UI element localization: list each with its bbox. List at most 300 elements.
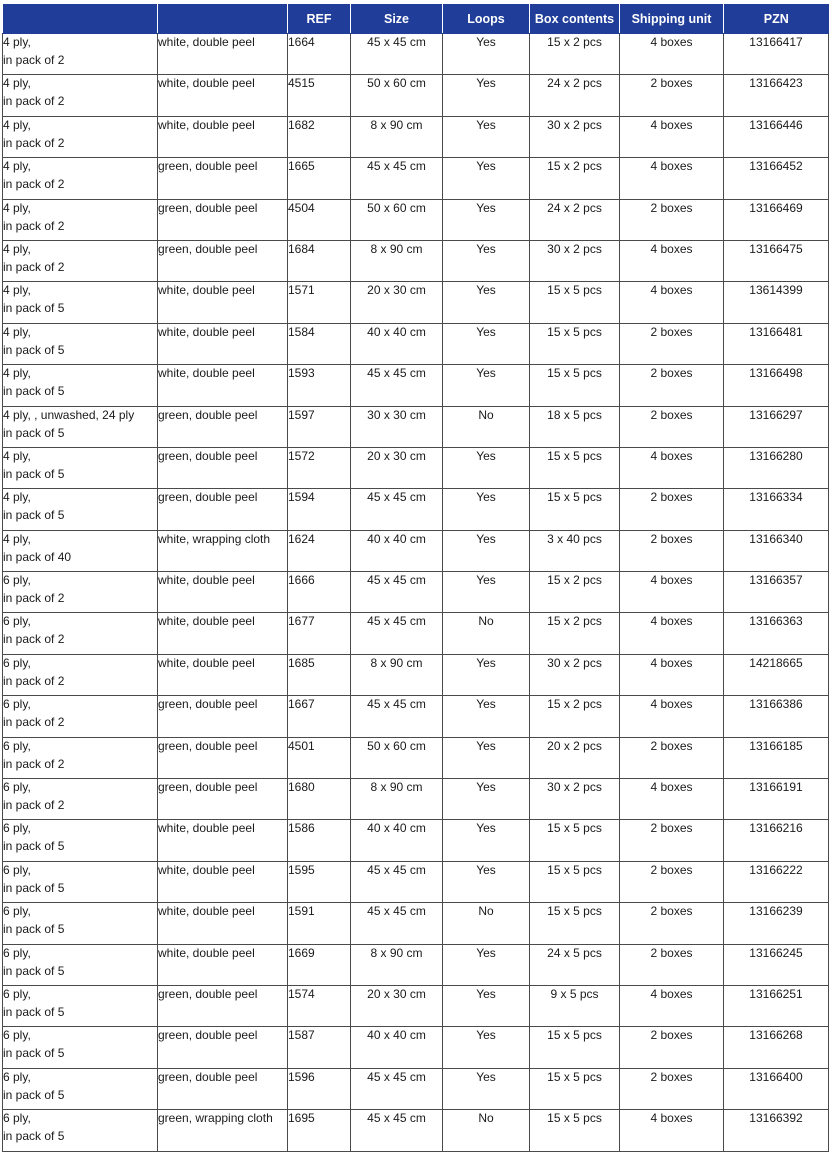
cell-box-contents: 15 x 5 pcs bbox=[530, 820, 620, 861]
cell-color: white, double peel bbox=[158, 613, 288, 654]
cell-shipping-unit: 2 boxes bbox=[620, 1027, 724, 1068]
cell-ref: 1684 bbox=[288, 240, 351, 281]
cell-size: 50 x 60 cm bbox=[351, 75, 443, 116]
pack-text: in pack of 2 bbox=[3, 53, 65, 67]
cell-ref: 1572 bbox=[288, 447, 351, 488]
pack-text: in pack of 2 bbox=[3, 259, 65, 274]
header-box-contents: Box contents bbox=[530, 4, 620, 34]
cell-ref: 1664 bbox=[288, 34, 351, 75]
cell-description bbox=[3, 406, 158, 447]
cell-pzn: 13614399 bbox=[724, 282, 829, 323]
cell-description bbox=[3, 1068, 158, 1109]
ply-text: 6 ply, bbox=[3, 945, 31, 960]
cell-description bbox=[3, 447, 158, 488]
ply-text: 4 ply, bbox=[3, 35, 31, 49]
cell-ref: 1624 bbox=[288, 530, 351, 571]
table-row bbox=[3, 654, 829, 695]
cell-ref: 1665 bbox=[288, 158, 351, 199]
cell-color: green, double peel bbox=[158, 158, 288, 199]
cell-box-contents: 15 x 5 pcs bbox=[530, 1027, 620, 1068]
ply-text: 6 ply, bbox=[3, 821, 31, 836]
cell-pzn: 13166222 bbox=[724, 861, 829, 902]
table-row bbox=[3, 75, 829, 116]
cell-ref: 1667 bbox=[288, 696, 351, 737]
cell-box-contents: 15 x 5 pcs bbox=[530, 447, 620, 488]
cell-color: white, double peel bbox=[158, 861, 288, 902]
cell-pzn: 13166191 bbox=[724, 779, 829, 820]
cell-size: 30 x 30 cm bbox=[351, 406, 443, 447]
cell-size: 8 x 90 cm bbox=[351, 944, 443, 985]
cell-shipping-unit: 4 boxes bbox=[620, 985, 724, 1026]
cell-pzn: 13166216 bbox=[724, 820, 829, 861]
ply-text: 4 ply, bbox=[3, 283, 31, 298]
cell-shipping-unit: 2 boxes bbox=[620, 406, 724, 447]
cell-box-contents: 15 x 5 pcs bbox=[530, 1110, 620, 1151]
ply-text: 4 ply, bbox=[3, 531, 31, 546]
cell-ref: 1586 bbox=[288, 820, 351, 861]
cell-box-contents: 20 x 2 pcs bbox=[530, 737, 620, 778]
cell-loops: No bbox=[443, 903, 530, 944]
header-description bbox=[3, 4, 158, 34]
cell-ref: 1571 bbox=[288, 282, 351, 323]
pack-text: in pack of 2 bbox=[3, 94, 65, 109]
cell-loops: Yes bbox=[443, 820, 530, 861]
cell-shipping-unit: 2 boxes bbox=[620, 75, 724, 116]
cell-description bbox=[3, 944, 158, 985]
ply-text: 6 ply, bbox=[3, 614, 31, 629]
cell-shipping-unit: 4 boxes bbox=[620, 696, 724, 737]
pack-text: in pack of 2 bbox=[3, 756, 65, 771]
cell-description bbox=[3, 1110, 158, 1151]
cell-color: white, double peel bbox=[158, 820, 288, 861]
ply-text: 6 ply, bbox=[3, 780, 31, 795]
cell-pzn: 13166297 bbox=[724, 406, 829, 447]
table-row bbox=[3, 530, 829, 571]
cell-size: 8 x 90 cm bbox=[351, 240, 443, 281]
cell-pzn: 13166417 bbox=[724, 34, 829, 75]
cell-shipping-unit: 4 boxes bbox=[620, 116, 724, 157]
cell-description bbox=[3, 820, 158, 861]
cell-color: white, double peel bbox=[158, 903, 288, 944]
product-spec-table bbox=[2, 4, 829, 1152]
cell-loops: No bbox=[443, 613, 530, 654]
cell-box-contents: 24 x 5 pcs bbox=[530, 944, 620, 985]
ply-text: 4 ply, bbox=[3, 200, 31, 215]
cell-ref: 1574 bbox=[288, 985, 351, 1026]
cell-pzn: 13166340 bbox=[724, 530, 829, 571]
table-body bbox=[3, 34, 829, 1152]
table-row bbox=[3, 158, 829, 199]
cell-description bbox=[3, 985, 158, 1026]
table-header-row bbox=[3, 4, 829, 34]
table-row bbox=[3, 323, 829, 364]
cell-size: 45 x 45 cm bbox=[351, 365, 443, 406]
cell-box-contents: 30 x 2 pcs bbox=[530, 116, 620, 157]
cell-color: white, double peel bbox=[158, 944, 288, 985]
cell-ref: 4504 bbox=[288, 199, 351, 240]
cell-description bbox=[3, 779, 158, 820]
cell-box-contents: 15 x 2 pcs bbox=[530, 696, 620, 737]
cell-color: green, double peel bbox=[158, 489, 288, 530]
pack-text: in pack of 5 bbox=[3, 384, 65, 399]
ply-text: 4 ply, bbox=[3, 159, 31, 174]
cell-loops: Yes bbox=[443, 572, 530, 613]
cell-shipping-unit: 2 boxes bbox=[620, 323, 724, 364]
cell-pzn: 13166280 bbox=[724, 447, 829, 488]
cell-color: white, double peel bbox=[158, 572, 288, 613]
cell-color: green, double peel bbox=[158, 1027, 288, 1068]
cell-shipping-unit: 2 boxes bbox=[620, 737, 724, 778]
cell-description bbox=[3, 696, 158, 737]
ply-text: 6 ply, bbox=[3, 738, 31, 753]
pack-text: in pack of 5 bbox=[3, 1087, 65, 1102]
cell-shipping-unit: 4 boxes bbox=[620, 240, 724, 281]
table-row bbox=[3, 116, 829, 157]
cell-size: 50 x 60 cm bbox=[351, 199, 443, 240]
cell-pzn: 13166481 bbox=[724, 323, 829, 364]
ply-text: 4 ply, bbox=[3, 448, 31, 463]
ply-text: 6 ply, bbox=[3, 986, 31, 1001]
pack-text: in pack of 2 bbox=[3, 632, 65, 647]
cell-pzn: 13166446 bbox=[724, 116, 829, 157]
cell-loops: Yes bbox=[443, 654, 530, 695]
cell-ref: 1595 bbox=[288, 861, 351, 902]
cell-shipping-unit: 2 boxes bbox=[620, 1068, 724, 1109]
cell-pzn: 13166469 bbox=[724, 199, 829, 240]
cell-loops: Yes bbox=[443, 1027, 530, 1068]
cell-box-contents: 24 x 2 pcs bbox=[530, 75, 620, 116]
cell-loops: Yes bbox=[443, 365, 530, 406]
cell-size: 40 x 40 cm bbox=[351, 530, 443, 571]
pack-text: in pack of 2 bbox=[3, 591, 65, 606]
cell-ref: 1677 bbox=[288, 613, 351, 654]
cell-color: green, wrapping cloth bbox=[158, 1110, 288, 1151]
cell-color: white, wrapping cloth bbox=[158, 530, 288, 571]
cell-color: green, double peel bbox=[158, 406, 288, 447]
pack-text: in pack of 2 bbox=[3, 798, 65, 813]
cell-box-contents: 30 x 2 pcs bbox=[530, 779, 620, 820]
cell-color: white, double peel bbox=[158, 116, 288, 157]
table-row bbox=[3, 365, 829, 406]
cell-shipping-unit: 2 boxes bbox=[620, 944, 724, 985]
pack-text: in pack of 2 bbox=[3, 177, 65, 192]
cell-size: 20 x 30 cm bbox=[351, 447, 443, 488]
header-size: Size bbox=[351, 4, 443, 34]
cell-loops: Yes bbox=[443, 34, 530, 75]
cell-pzn: 13166239 bbox=[724, 903, 829, 944]
cell-size: 8 x 90 cm bbox=[351, 654, 443, 695]
cell-color: white, double peel bbox=[158, 365, 288, 406]
cell-description bbox=[3, 365, 158, 406]
table-row bbox=[3, 779, 829, 820]
cell-pzn: 14218665 bbox=[724, 654, 829, 695]
cell-box-contents: 15 x 2 pcs bbox=[530, 572, 620, 613]
ply-text: 4 ply, bbox=[3, 117, 31, 132]
cell-color: white, double peel bbox=[158, 282, 288, 323]
cell-loops: Yes bbox=[443, 282, 530, 323]
cell-loops: Yes bbox=[443, 779, 530, 820]
cell-shipping-unit: 2 boxes bbox=[620, 861, 724, 902]
cell-pzn: 13166251 bbox=[724, 985, 829, 1026]
table-row bbox=[3, 1068, 829, 1109]
table-row bbox=[3, 572, 829, 613]
cell-loops: No bbox=[443, 406, 530, 447]
cell-size: 20 x 30 cm bbox=[351, 985, 443, 1026]
table-row bbox=[3, 240, 829, 281]
table-row bbox=[3, 903, 829, 944]
table-row bbox=[3, 820, 829, 861]
pack-text: in pack of 2 bbox=[3, 218, 65, 233]
table-row bbox=[3, 447, 829, 488]
header-pzn: PZN bbox=[724, 4, 829, 34]
cell-shipping-unit: 4 boxes bbox=[620, 779, 724, 820]
cell-ref: 1685 bbox=[288, 654, 351, 695]
cell-shipping-unit: 2 boxes bbox=[620, 199, 724, 240]
cell-loops: Yes bbox=[443, 737, 530, 778]
cell-color: green, double peel bbox=[158, 737, 288, 778]
cell-box-contents: 15 x 2 pcs bbox=[530, 613, 620, 654]
ply-text: 4 ply, , unwashed, 24 ply bbox=[3, 407, 135, 422]
pack-text: in pack of 2 bbox=[3, 135, 65, 150]
cell-color: green, double peel bbox=[158, 985, 288, 1026]
cell-color: white, double peel bbox=[158, 34, 288, 75]
cell-box-contents: 15 x 5 pcs bbox=[530, 861, 620, 902]
ply-text: 6 ply, bbox=[3, 862, 31, 877]
cell-ref: 1584 bbox=[288, 323, 351, 364]
cell-pzn: 13166386 bbox=[724, 696, 829, 737]
cell-size: 45 x 45 cm bbox=[351, 1068, 443, 1109]
table-row bbox=[3, 406, 829, 447]
cell-pzn: 13166452 bbox=[724, 158, 829, 199]
cell-pzn: 13166357 bbox=[724, 572, 829, 613]
pack-text: in pack of 5 bbox=[3, 1046, 65, 1061]
cell-color: white, double peel bbox=[158, 75, 288, 116]
ply-text: 4 ply, bbox=[3, 241, 31, 256]
cell-ref: 1695 bbox=[288, 1110, 351, 1151]
cell-ref: 1596 bbox=[288, 1068, 351, 1109]
cell-loops: Yes bbox=[443, 696, 530, 737]
cell-color: green, double peel bbox=[158, 240, 288, 281]
cell-ref: 4515 bbox=[288, 75, 351, 116]
cell-description bbox=[3, 199, 158, 240]
cell-loops: Yes bbox=[443, 944, 530, 985]
cell-pzn: 13166392 bbox=[724, 1110, 829, 1151]
cell-description bbox=[3, 240, 158, 281]
cell-size: 45 x 45 cm bbox=[351, 903, 443, 944]
table-row bbox=[3, 613, 829, 654]
cell-pzn: 13166268 bbox=[724, 1027, 829, 1068]
table-row bbox=[3, 737, 829, 778]
table-row bbox=[3, 985, 829, 1026]
cell-description bbox=[3, 861, 158, 902]
cell-size: 45 x 45 cm bbox=[351, 572, 443, 613]
cell-ref: 1593 bbox=[288, 365, 351, 406]
cell-description bbox=[3, 1027, 158, 1068]
ply-text: 4 ply, bbox=[3, 76, 31, 91]
cell-shipping-unit: 4 boxes bbox=[620, 158, 724, 199]
cell-color: green, double peel bbox=[158, 779, 288, 820]
cell-loops: Yes bbox=[443, 240, 530, 281]
cell-size: 45 x 45 cm bbox=[351, 34, 443, 75]
cell-ref: 1591 bbox=[288, 903, 351, 944]
cell-description bbox=[3, 34, 158, 75]
cell-size: 8 x 90 cm bbox=[351, 116, 443, 157]
pack-text: in pack of 5 bbox=[3, 466, 65, 481]
table-row bbox=[3, 861, 829, 902]
cell-box-contents: 15 x 5 pcs bbox=[530, 489, 620, 530]
cell-shipping-unit: 2 boxes bbox=[620, 903, 724, 944]
cell-pzn: 13166475 bbox=[724, 240, 829, 281]
cell-size: 45 x 45 cm bbox=[351, 158, 443, 199]
cell-loops: Yes bbox=[443, 530, 530, 571]
cell-pzn: 13166423 bbox=[724, 75, 829, 116]
cell-description bbox=[3, 737, 158, 778]
pack-text: in pack of 2 bbox=[3, 715, 65, 730]
cell-loops: Yes bbox=[443, 861, 530, 902]
cell-size: 45 x 45 cm bbox=[351, 861, 443, 902]
cell-loops: Yes bbox=[443, 323, 530, 364]
cell-loops: Yes bbox=[443, 489, 530, 530]
cell-loops: Yes bbox=[443, 75, 530, 116]
cell-description bbox=[3, 158, 158, 199]
pack-text: in pack of 5 bbox=[3, 963, 65, 978]
cell-box-contents: 15 x 5 pcs bbox=[530, 323, 620, 364]
ply-text: 6 ply, bbox=[3, 697, 31, 712]
cell-size: 45 x 45 cm bbox=[351, 489, 443, 530]
cell-shipping-unit: 2 boxes bbox=[620, 489, 724, 530]
cell-color: white, double peel bbox=[158, 323, 288, 364]
pack-text: in pack of 5 bbox=[3, 508, 65, 523]
ply-text: 4 ply, bbox=[3, 324, 31, 339]
pack-text: in pack of 5 bbox=[3, 1129, 65, 1144]
ply-text: 6 ply, bbox=[3, 904, 31, 919]
cell-description bbox=[3, 654, 158, 695]
cell-description bbox=[3, 323, 158, 364]
cell-box-contents: 15 x 5 pcs bbox=[530, 1068, 620, 1109]
cell-box-contents: 3 x 40 pcs bbox=[530, 530, 620, 571]
cell-color: green, double peel bbox=[158, 696, 288, 737]
table-row bbox=[3, 34, 829, 75]
cell-description bbox=[3, 613, 158, 654]
ply-text: 4 ply, bbox=[3, 366, 31, 381]
cell-ref: 1669 bbox=[288, 944, 351, 985]
cell-size: 40 x 40 cm bbox=[351, 323, 443, 364]
cell-box-contents: 15 x 5 pcs bbox=[530, 282, 620, 323]
ply-text: 4 ply, bbox=[3, 490, 31, 505]
pack-text: in pack of 40 bbox=[3, 549, 72, 564]
cell-color: green, double peel bbox=[158, 199, 288, 240]
cell-size: 20 x 30 cm bbox=[351, 282, 443, 323]
header-ref: REF bbox=[288, 4, 351, 34]
header-shipping-unit: Shipping unit bbox=[620, 4, 724, 34]
table-row bbox=[3, 1027, 829, 1068]
cell-box-contents: 9 x 5 pcs bbox=[530, 985, 620, 1026]
cell-loops: Yes bbox=[443, 199, 530, 240]
cell-shipping-unit: 4 boxes bbox=[620, 572, 724, 613]
cell-size: 45 x 45 cm bbox=[351, 1110, 443, 1151]
cell-box-contents: 15 x 2 pcs bbox=[530, 34, 620, 75]
cell-size: 40 x 40 cm bbox=[351, 820, 443, 861]
cell-box-contents: 15 x 5 pcs bbox=[530, 365, 620, 406]
table-row bbox=[3, 1110, 829, 1151]
cell-loops: Yes bbox=[443, 116, 530, 157]
pack-text: in pack of 2 bbox=[3, 673, 65, 688]
cell-color: green, double peel bbox=[158, 447, 288, 488]
cell-shipping-unit: 4 boxes bbox=[620, 613, 724, 654]
cell-shipping-unit: 4 boxes bbox=[620, 282, 724, 323]
cell-ref: 1587 bbox=[288, 1027, 351, 1068]
pack-text: in pack of 5 bbox=[3, 301, 65, 316]
cell-shipping-unit: 4 boxes bbox=[620, 654, 724, 695]
cell-pzn: 13166334 bbox=[724, 489, 829, 530]
cell-loops: No bbox=[443, 1110, 530, 1151]
cell-pzn: 13166245 bbox=[724, 944, 829, 985]
cell-box-contents: 15 x 5 pcs bbox=[530, 903, 620, 944]
header-loops: Loops bbox=[443, 4, 530, 34]
cell-loops: Yes bbox=[443, 158, 530, 199]
pack-text: in pack of 5 bbox=[3, 922, 65, 937]
cell-ref: 1680 bbox=[288, 779, 351, 820]
cell-size: 8 x 90 cm bbox=[351, 779, 443, 820]
ply-text: 6 ply, bbox=[3, 1069, 31, 1084]
cell-color: green, double peel bbox=[158, 1068, 288, 1109]
cell-pzn: 13166185 bbox=[724, 737, 829, 778]
cell-pzn: 13166498 bbox=[724, 365, 829, 406]
cell-description bbox=[3, 75, 158, 116]
cell-size: 45 x 45 cm bbox=[351, 696, 443, 737]
ply-text: 6 ply, bbox=[3, 1111, 31, 1126]
cell-loops: Yes bbox=[443, 985, 530, 1026]
table-row bbox=[3, 282, 829, 323]
cell-description bbox=[3, 489, 158, 530]
cell-shipping-unit: 4 boxes bbox=[620, 447, 724, 488]
cell-description bbox=[3, 530, 158, 571]
pack-text: in pack of 5 bbox=[3, 342, 65, 357]
pack-text: in pack of 5 bbox=[3, 880, 65, 895]
table-row bbox=[3, 489, 829, 530]
cell-shipping-unit: 4 boxes bbox=[620, 34, 724, 75]
cell-ref: 4501 bbox=[288, 737, 351, 778]
header-color bbox=[158, 4, 288, 34]
cell-size: 45 x 45 cm bbox=[351, 613, 443, 654]
cell-size: 50 x 60 cm bbox=[351, 737, 443, 778]
cell-box-contents: 18 x 5 pcs bbox=[530, 406, 620, 447]
cell-pzn: 13166363 bbox=[724, 613, 829, 654]
cell-color: white, double peel bbox=[158, 654, 288, 695]
cell-description bbox=[3, 903, 158, 944]
cell-shipping-unit: 4 boxes bbox=[620, 1110, 724, 1151]
pack-text: in pack of 5 bbox=[3, 425, 65, 440]
cell-pzn: 13166400 bbox=[724, 1068, 829, 1109]
table-row bbox=[3, 696, 829, 737]
ply-text: 6 ply, bbox=[3, 655, 31, 670]
cell-ref: 1666 bbox=[288, 572, 351, 613]
cell-box-contents: 30 x 2 pcs bbox=[530, 240, 620, 281]
ply-text: 6 ply, bbox=[3, 1028, 31, 1043]
pack-text: in pack of 5 bbox=[3, 839, 65, 854]
cell-box-contents: 24 x 2 pcs bbox=[530, 199, 620, 240]
cell-ref: 1597 bbox=[288, 406, 351, 447]
ply-text: 6 ply, bbox=[3, 573, 31, 588]
table-row bbox=[3, 199, 829, 240]
cell-shipping-unit: 2 boxes bbox=[620, 365, 724, 406]
cell-description bbox=[3, 282, 158, 323]
cell-description bbox=[3, 572, 158, 613]
cell-box-contents: 15 x 2 pcs bbox=[530, 158, 620, 199]
cell-shipping-unit: 2 boxes bbox=[620, 530, 724, 571]
cell-box-contents: 30 x 2 pcs bbox=[530, 654, 620, 695]
cell-description bbox=[3, 116, 158, 157]
